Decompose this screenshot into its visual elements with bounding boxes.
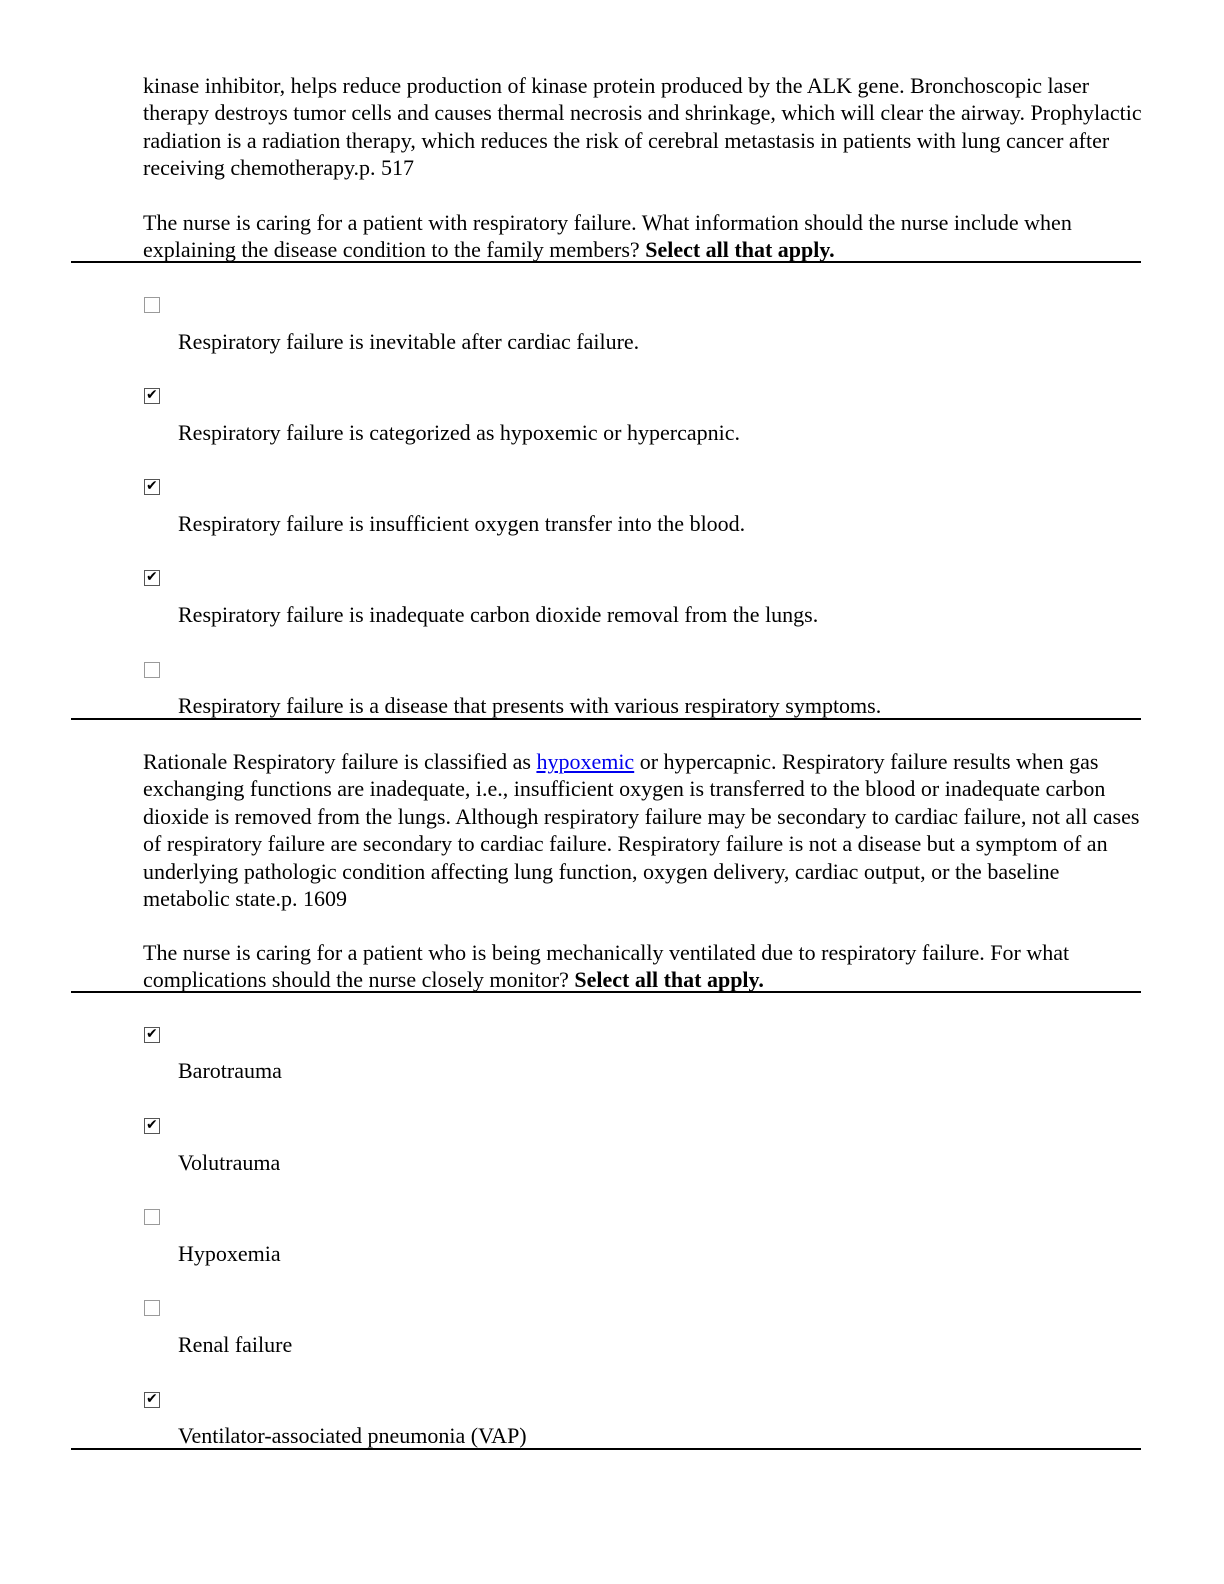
q1-option-5-label: Respiratory failure is a disease that presents with various respiratory symptoms. — [178, 693, 882, 718]
question-2-top-divider — [71, 991, 1141, 993]
q1-option-1-label: Respiratory failure is inevitable after cardiac failure. — [178, 329, 640, 354]
question-1-instruction: Select all that apply. — [645, 237, 835, 263]
checkmark-icon: ✔ — [146, 1026, 158, 1042]
question-2-text: The nurse is caring for a patient who is being mechanically ventilated due to respiratory failure. For what complications should the nurse closely monitor? — [143, 940, 1070, 993]
checkmark-icon: ✔ — [146, 1117, 158, 1133]
q1-option-1-checkbox[interactable] — [144, 297, 160, 313]
rationale-text-end: or hypercapnic. Respiratory failure results when gas exchanging functions are inadequate, i.e., insufficient oxygen is transferred to the blood or inadequate carbon dioxide is removed from the lungs. Although respiratory failure may be secondary to cardiac failure, not all cases of respiratory failure are secondary to cardiac failure. Respiratory failure is not a disease but a symptom of an underlying pathologic condition affecting lung function, oxygen delivery, cardiac output, or the baseline metabolic state.p. 1609 — [143, 749, 1140, 912]
q1-option-4-label: Respiratory failure is inadequate carbon dioxide removal from the lungs. — [178, 602, 819, 627]
q1-option-2-checkbox[interactable] — [144, 388, 160, 404]
hypoxemic-link[interactable]: hypoxemic — [536, 749, 635, 774]
question-2-instruction: Select all that apply. — [574, 967, 764, 993]
rationale-paragraph — [143, 748, 1143, 912]
q2-option-2-label: Volutrauma — [178, 1150, 281, 1175]
q2-option-2-checkbox[interactable] — [144, 1118, 160, 1134]
checkmark-icon: ✔ — [146, 569, 158, 585]
question-1-stem — [143, 209, 1143, 264]
question-1-text: The nurse is caring for a patient with respiratory failure. What information should the nurse include when explaining the disease condition to the family members? — [143, 210, 1072, 263]
q2-option-4-label: Renal failure — [178, 1332, 293, 1357]
checkmark-icon: ✔ — [146, 387, 158, 403]
question-2-bottom-divider — [71, 1448, 1141, 1450]
q1-option-2-label: Respiratory failure is categorized as hypoxemic or hypercapnic. — [178, 420, 740, 445]
intro-paragraph: kinase inhibitor, helps reduce production of kinase protein produced by the ALK gene. Bronchoscopic laser therapy destroys tumor cells and causes thermal necrosis and shrinkage, which will clear the airway. Prophylactic radiation is a radiation therapy, which reduces the risk of cerebral metastasis in patients with lung cancer after receiving chemotherapy.p. 517 — [143, 73, 1142, 181]
q2-option-3-label: Hypoxemia — [178, 1241, 281, 1266]
q2-option-3-checkbox[interactable] — [144, 1209, 160, 1225]
q1-option-3-label: Respiratory failure is insufficient oxygen transfer into the blood. — [178, 511, 746, 536]
question-1-top-divider — [71, 261, 1141, 263]
q2-option-1-checkbox[interactable] — [144, 1027, 160, 1043]
q2-option-5-label: Ventilator-associated pneumonia (VAP) — [178, 1423, 527, 1448]
q2-option-4-checkbox[interactable] — [144, 1300, 160, 1316]
checkmark-icon: ✔ — [146, 1391, 158, 1407]
q1-option-3-checkbox[interactable] — [144, 479, 160, 495]
checkmark-icon: ✔ — [146, 478, 158, 494]
q2-option-5-checkbox[interactable] — [144, 1392, 160, 1408]
question-2-stem — [143, 939, 1143, 994]
q2-option-1-label: Barotrauma — [178, 1058, 282, 1083]
q1-option-4-checkbox[interactable] — [144, 570, 160, 586]
q1-option-5-checkbox[interactable] — [144, 662, 160, 678]
rationale-text-start: Rationale Respiratory failure is classified as — [143, 749, 537, 774]
question-1-bottom-divider — [71, 718, 1141, 720]
